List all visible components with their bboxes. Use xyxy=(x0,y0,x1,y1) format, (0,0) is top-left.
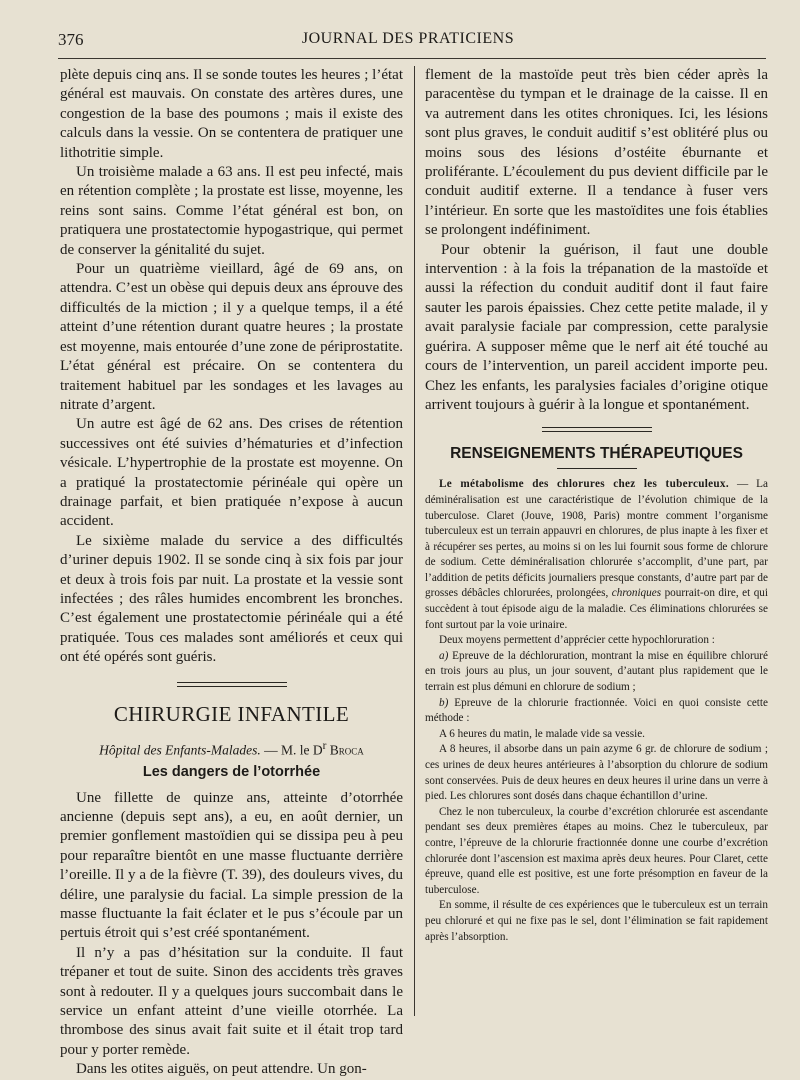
paragraph: A 6 heures du matin, le malade vide sa vessie. xyxy=(439,727,645,740)
section-separator xyxy=(177,682,287,687)
paragraph: a) Epreuve de la déchloruration, montrant la mise en équilibre chloruré en trois jours au plus, un jour souvent, d’autant plus rapidement que le terrain est plus démuni en chlorure de sodium ; xyxy=(425,649,768,694)
paragraph: Un troisième malade a 63 ans. Il est peu infecté, mais en rétention complète ; la prostate est lisse, moyenne, les reins sont sains. Comme l’état général est bon, on pratiquera une prostatectomie hypogastrique, qui permet de conserver la génitalité du sujet. xyxy=(60,164,403,258)
paragraph: Chez le non tuberculeux, la courbe d’excrétion chlorurée est ascendante pendant ses deux premières étapes au moins. Chez le tuberculeux, par contre, l’épreuve de la chlorurie fractionnée donne une courbe d’excrétion chlorurée dont l’ascension est maxima après deux heures. Pour Claret, cette épreuve, quand elle est positive, est une forte présomption en faveur de la tuberculose. xyxy=(425,805,768,896)
section-title-chirurgie: CHIRURGIE INFANTILE xyxy=(113,701,350,726)
paragraph: Le métabolisme des chlorures chez les tuberculeux. — La déminéralisation est une caractéristique de l’évolution chimique de la tuberculose. Claret (Jouve, 1908, Paris) montre comment l’organisme tuberculeux est un terrain appauvri en chlorures, de plus inapte à les fixer et à récupérer ses pertes, au moins si on les lui fournit sous forme de chlorure de sodium. Cette déminéralisation chlorurée s’accomplit, d’une part, par l’addition de petits déficits journaliers presque constants, d’autre part par de grosses débâcles chlorurées, prolongées, chroniques pourrait-on dire, et qui succèdent à tout épisode aigu de la maladie. Ces éliminations chlorurées se font surtout par la voie urinaire. xyxy=(425,478,768,631)
paragraph: Pour un quatrième vieillard, âgé de 69 ans, on attendra. C’est un obèse qui depuis deux ans éprouve des difficultés de la miction ; il y a quelque temps, il a été atteint d’une rétention durant quatre heures ; la prostate est moyenne, mais entourée d’une zone de périprostatite. L’état général est précaire. On se contentera du traitement habituel par les sondages et les lavages au nitrate d’argent. xyxy=(60,261,403,413)
byline-dash: — M. le D xyxy=(260,742,323,758)
paragraph: flement de la mastoïde peut très bien céder après la paracentèse du tympan et le drainage de la caisse. Il en va autrement dans les otites chroniques. Ici, les lésions sont plus graves, le conduit auditif s’est oblitéré plus ou moins sous des lésions d’ostéite éburnante et proliférante. L’écoulement du pus devient difficile par le conduit auditif externe. Il a tendance à fuser vers l’intérieur. En sorte que les mastoïdites une fois établies se prolongent indéfiniment. xyxy=(425,67,768,239)
paragraph: A 8 heures, il absorbe dans un pain azyme 6 gr. de chlorure de sodium ; ces urines de deux heures antérieures à l’absorption du chlorure de sodium sont conservées. Puis de deux heures en deux heures il urine dans un verre à pied. Les chlorures sont dosés dans chaque échantillon d’urine. xyxy=(425,743,768,803)
header-rule xyxy=(58,58,766,59)
paragraph: b) Epreuve de la chlorurie fractionnée. Voici en quoi consiste cette méthode : xyxy=(425,696,768,725)
running-title: JOURNAL DES PRATICIENS xyxy=(301,30,515,47)
paragraph: Deux moyens permettent d’apprécier cette hypochloruration : xyxy=(439,634,715,647)
section-underline xyxy=(557,468,637,469)
paragraph: Pour obtenir la guérison, il faut une double intervention : à la fois la trépanation de la mastoïde et aussi la réfection du conduit auditif dont il faut faire sauter les parois épaissies. Chez cette petite malade, il y avait paralysie faciale par compression, cette paralysie guérira. A supposer même que le nerf ait été touché au cours de l’intervention, un pareil accident importe peu. Chez les enfants, les paralysies faciales d’origine otique arrivent toujours à guérir à la longue et spontanément. xyxy=(425,241,768,413)
paragraph: En somme, il résulte de ces expériences que le tuberculeux est un terrain peu chloruré et qui ne fixe pas le sel, dont l’élimination se fait rapidement après l’absorption. xyxy=(425,899,768,943)
article-title: Les dangers de l’otorrhée xyxy=(142,764,321,781)
section-title-renseignements: RENSEIGNEMENTS THÉRAPEUTIQUES xyxy=(450,445,743,463)
paragraph: Il n’y a pas d’hésitation sur la conduite. Il faut trépaner et tout de suite. Sinon des accidents très graves sont à redouter. Il y a quelques jours succombait dans le service un enfant atteint d’une vieille otorrhée. La thrombose des sinus avait fait suite et il était trop tard pour y porter remède. xyxy=(60,944,403,1058)
paragraph: plète depuis cinq ans. Il se sonde toutes les heures ; l’état général est mauvais. On constate des artères dures, une congestion de la base des poumons ; mais il existe des calculs dans la vessie. On se contentera de pratiquer une lithotritie simple. xyxy=(60,67,403,161)
paragraph: Dans les otites aiguës, on peut attendre. Un gon- xyxy=(76,1061,367,1078)
column-divider xyxy=(414,66,415,1016)
byline-sup: r xyxy=(322,739,327,752)
byline-name: Broca xyxy=(326,742,364,758)
page-number: 376 xyxy=(58,30,84,49)
byline-place: Hôpital des Enfants-Malades. xyxy=(99,742,261,758)
section-separator xyxy=(542,427,652,432)
paragraph: Le sixième malade du service a des difficultés d’uriner depuis 1902. Il se sonde cinq à six fois par jour et deux à trois fois par nuit. La prostate et la vessie sont infectées ; des râles humides encombrent les bronches. C’est également une prostatectomie périnéale qui a été pratiquée. Tous ces malades sont améliorés et ceux qui ont été opérés sont guéris. xyxy=(60,532,403,666)
right-column xyxy=(425,66,768,945)
article-byline xyxy=(60,737,403,760)
left-column xyxy=(60,66,403,1080)
paragraph: Un autre est âgé de 62 ans. Des crises de rétention successives ont été suivies d’hématuries et d’infection vésicale. L’hypertrophie de la prostate est moyenne. On a pratiqué la prostatectomie périnéale qui opère un drainage parfait, et bien pratiquée n’expose à aucun accident. xyxy=(60,416,403,530)
article-lead-title: Le métabolisme des chlorures chez les tuberculeux. xyxy=(439,478,729,491)
paragraph: Une fillette de quinze ans, atteinte d’otorrhée ancienne (depuis sept ans), a eu, en août dernier, un premier gonflement mastoïdien qui se dissipa peu à peu pour reparaître bientôt en une masse fluctuante derrière l’oreille. Il y a de la fièvre (T. 39), des douleurs vives, du délire, une paralysie du facial. La simple pression de la masse fluctuante la fait éclater et le pus s’écoule par un pertuis étroit qui s’est créé spontanément. xyxy=(60,789,403,942)
page-header xyxy=(58,30,758,52)
